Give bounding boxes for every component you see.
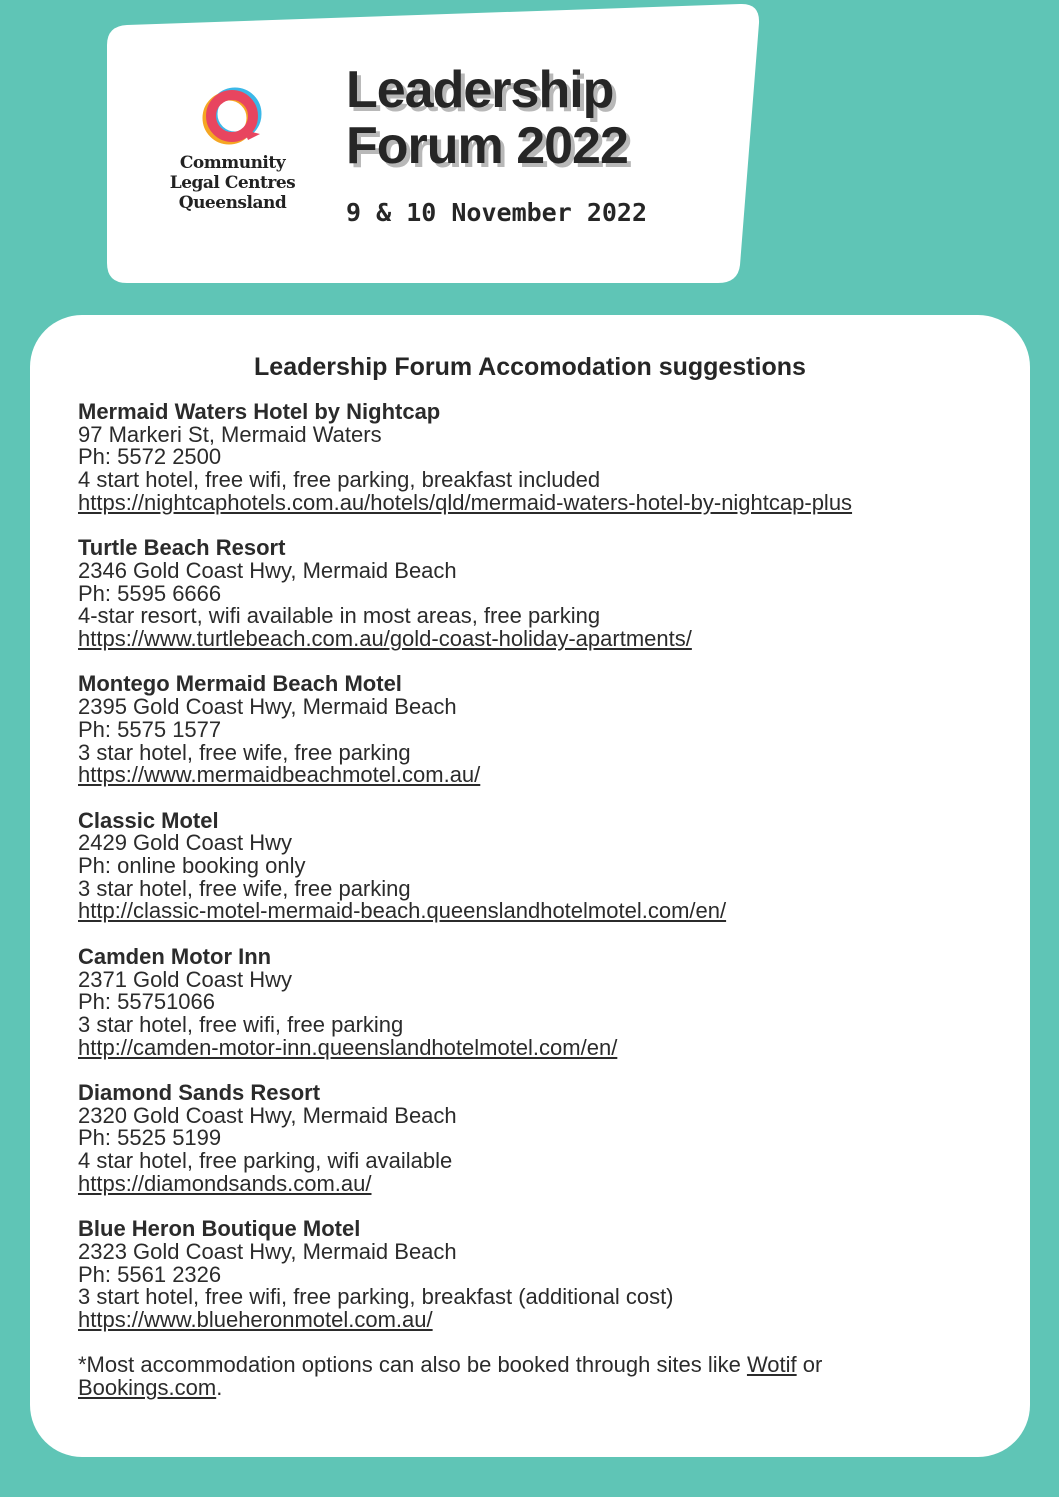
hotel-description: 3 star hotel, free wife, free parking bbox=[78, 739, 411, 765]
hotel-link[interactable]: https://nightcaphotels.com.au/hotels/qld/mermaid-waters-hotel-by-nightcap-plus bbox=[78, 489, 853, 515]
note-text: . bbox=[216, 1375, 223, 1401]
bookings-link[interactable]: Bookings.com bbox=[78, 1375, 217, 1401]
wotif-link[interactable]: Wotif bbox=[746, 1352, 797, 1378]
hotel-name: Camden Motor Inn bbox=[78, 943, 272, 969]
hotel-phone: Ph: 5595 6666 bbox=[78, 580, 222, 606]
hotel-address: 2320 Gold Coast Hwy, Mermaid Beach bbox=[78, 1102, 457, 1128]
hotel-address: 2395 Gold Coast Hwy, Mermaid Beach bbox=[78, 694, 457, 720]
event-title bbox=[346, 62, 628, 174]
hotel-description: 4 start hotel, free wifi, free parking, breakfast included bbox=[78, 467, 601, 493]
accommodation-entry bbox=[78, 943, 852, 1060]
hotel-address: 2323 Gold Coast Hwy, Mermaid Beach bbox=[78, 1238, 457, 1264]
hotel-name: Classic Motel bbox=[78, 807, 219, 833]
hotel-address: 2346 Gold Coast Hwy, Mermaid Beach bbox=[78, 557, 457, 583]
hotel-name: Turtle Beach Resort bbox=[78, 535, 286, 561]
accommodation-entry bbox=[78, 807, 852, 924]
accommodation-entry bbox=[78, 401, 852, 515]
accommodation-entry bbox=[78, 673, 852, 787]
hotel-description: 3 start hotel, free wifi, free parking, breakfast (additional cost) bbox=[78, 1284, 674, 1310]
logo-q-icon bbox=[198, 84, 268, 146]
hotel-phone: Ph: 5561 2326 bbox=[78, 1261, 222, 1287]
accommodation-entry bbox=[78, 1218, 852, 1332]
hotel-link[interactable]: http://camden-motor-inn.queenslandhotelmotel.com/en/ bbox=[78, 1034, 618, 1060]
hotel-description: 3 star hotel, free wifi, free parking bbox=[78, 1011, 404, 1037]
accommodation-list bbox=[78, 401, 852, 1400]
title-line: Forum 2022 bbox=[346, 117, 628, 175]
content-card bbox=[30, 315, 1030, 1457]
hotel-phone: Ph: online booking only bbox=[78, 853, 306, 879]
logo-text-line: Legal Centres bbox=[169, 173, 296, 193]
hotel-link[interactable]: https://www.turtlebeach.com.au/gold-coast-holiday-apartments/ bbox=[78, 626, 692, 652]
hotel-name: Montego Mermaid Beach Motel bbox=[78, 671, 402, 697]
hotel-address: 97 Markeri St, Mermaid Waters bbox=[78, 421, 382, 447]
hotel-phone: Ph: 5525 5199 bbox=[78, 1125, 222, 1151]
note-text: *Most accommodation options can also be booked through sites like bbox=[78, 1352, 747, 1378]
booking-note bbox=[78, 1354, 852, 1399]
hotel-link[interactable]: http://classic-motel-mermaid-beach.queenslandhotelmotel.com/en/ bbox=[78, 898, 727, 924]
hotel-link[interactable]: https://www.mermaidbeachmotel.com.au/ bbox=[78, 762, 481, 788]
hotel-phone: Ph: 5572 2500 bbox=[78, 444, 222, 470]
hotel-address: 2371 Gold Coast Hwy bbox=[78, 966, 292, 992]
title-line: Leadership bbox=[346, 61, 614, 119]
accommodation-entry bbox=[78, 1082, 852, 1196]
hotel-description: 3 star hotel, free wife, free parking bbox=[78, 875, 411, 901]
hotel-link[interactable]: https://diamondsands.com.au/ bbox=[78, 1170, 372, 1196]
event-date: 9 & 10 November 2022 bbox=[346, 198, 648, 227]
hotel-name: Mermaid Waters Hotel by Nightcap bbox=[78, 399, 441, 424]
hotel-phone: Ph: 55751066 bbox=[78, 989, 216, 1015]
accommodation-entry bbox=[78, 537, 852, 651]
hotel-description: 4 star hotel, free parking, wifi available bbox=[78, 1148, 453, 1174]
hotel-address: 2429 Gold Coast Hwy bbox=[78, 830, 292, 856]
hotel-description: 4-star resort, wifi available in most areas, free parking bbox=[78, 603, 601, 629]
logo-text-line: Queensland bbox=[178, 193, 287, 213]
hotel-name: Diamond Sands Resort bbox=[78, 1080, 321, 1106]
note-text: or bbox=[796, 1352, 823, 1378]
logo-text-line: Community bbox=[179, 153, 286, 173]
hotel-link[interactable]: https://www.blueheronmotel.com.au/ bbox=[78, 1307, 433, 1333]
hotel-phone: Ph: 5575 1577 bbox=[78, 716, 222, 742]
page-heading: Leadership Forum Accomodation suggestions bbox=[254, 353, 806, 381]
org-logo bbox=[160, 84, 305, 213]
hotel-name: Blue Heron Boutique Motel bbox=[78, 1216, 361, 1242]
